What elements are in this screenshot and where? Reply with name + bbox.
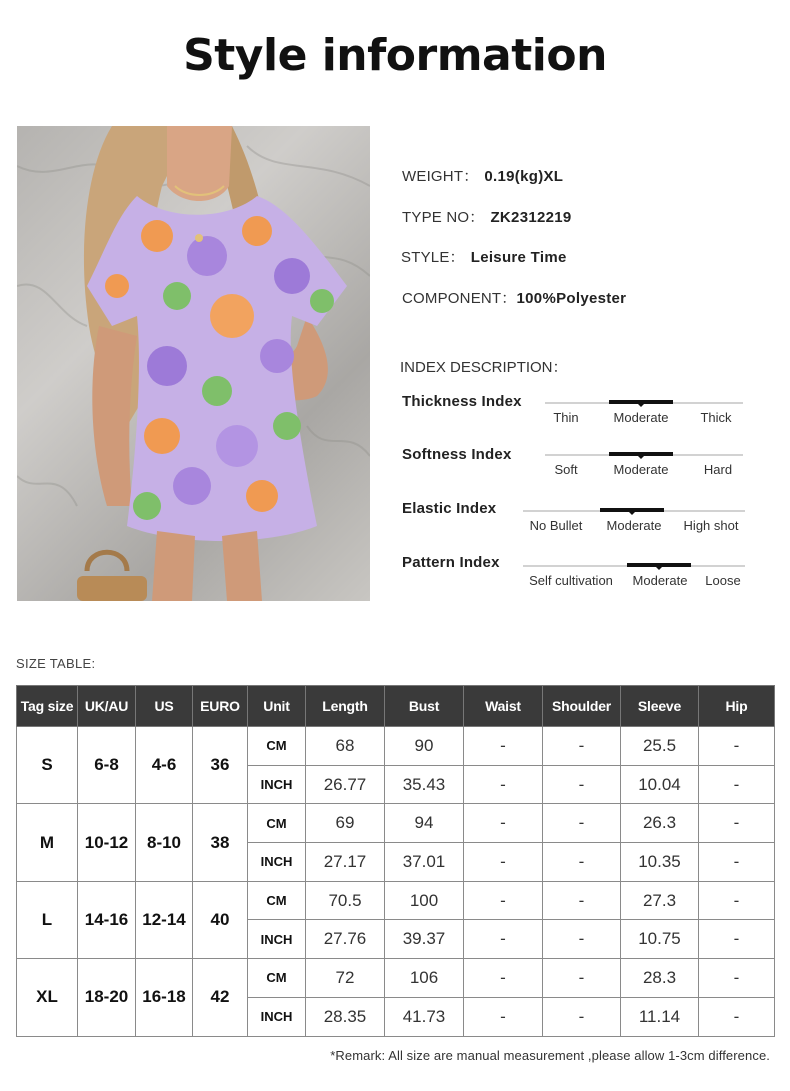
length-cell: 72 <box>306 959 385 998</box>
hip-cell: - <box>699 997 775 1036</box>
euro-cell: 38 <box>193 804 248 881</box>
scale-option: Self cultivation <box>529 573 613 588</box>
hip-cell: - <box>699 959 775 998</box>
scale-option: Moderate <box>613 410 669 425</box>
tag-size-cell: S <box>17 727 78 804</box>
scale-option: Thick <box>700 410 732 425</box>
elastic-index-scale <box>523 508 745 538</box>
uk-au-cell: 18-20 <box>78 959 136 1036</box>
sleeve-cell: 10.35 <box>621 843 699 882</box>
hip-cell: - <box>699 881 775 920</box>
scale-selected-marker <box>600 508 664 512</box>
thickness-index-scale <box>545 400 743 430</box>
type-label: TYPE NO： <box>402 209 485 226</box>
length-cell: 27.76 <box>306 920 385 959</box>
style-value: Leisure Time <box>470 249 567 266</box>
sleeve-cell: 27.3 <box>621 881 699 920</box>
sleeve-cell: 26.3 <box>621 804 699 843</box>
shoulder-cell: - <box>543 997 621 1036</box>
component-label: COMPONENT： <box>402 290 517 307</box>
bust-cell: 41.73 <box>385 997 464 1036</box>
thickness-index-label: Thickness Index <box>402 393 522 410</box>
scale-option: Moderate <box>606 518 662 533</box>
waist-cell: - <box>464 920 543 959</box>
tag-size-cell: L <box>17 881 78 958</box>
length-cell: 69 <box>306 804 385 843</box>
shoulder-cell: - <box>543 727 621 766</box>
bust-cell: 37.01 <box>385 843 464 882</box>
length-cell: 27.17 <box>306 843 385 882</box>
waist-cell: - <box>464 881 543 920</box>
bust-cell: 106 <box>385 959 464 998</box>
column-header: Length <box>306 686 385 727</box>
bust-cell: 90 <box>385 727 464 766</box>
shoulder-cell: - <box>543 920 621 959</box>
unit-cell: CM <box>248 804 306 843</box>
table-row <box>17 959 775 998</box>
hip-cell: - <box>699 727 775 766</box>
table-header-row <box>17 686 775 727</box>
weight-row <box>402 165 563 186</box>
pattern-index-scale <box>523 563 745 593</box>
bust-cell: 35.43 <box>385 765 464 804</box>
bust-cell: 100 <box>385 881 464 920</box>
waist-cell: - <box>464 959 543 998</box>
waist-cell: - <box>464 804 543 843</box>
length-cell: 26.77 <box>306 765 385 804</box>
scale-selected-marker <box>609 400 673 404</box>
size-table-label: SIZE TABLE: <box>16 656 96 671</box>
style-label: STYLE： <box>401 249 465 266</box>
euro-cell: 40 <box>193 881 248 958</box>
softness-index-label: Softness Index <box>402 446 512 463</box>
column-header: US <box>136 686 193 727</box>
waist-cell: - <box>464 997 543 1036</box>
hip-cell: - <box>699 843 775 882</box>
us-cell: 4-6 <box>136 727 193 804</box>
size-table <box>16 685 775 1037</box>
sleeve-cell: 11.14 <box>621 997 699 1036</box>
column-header: Hip <box>699 686 775 727</box>
component-row <box>402 287 626 308</box>
waist-cell: - <box>464 843 543 882</box>
sleeve-cell: 10.04 <box>621 765 699 804</box>
weight-value: 0.19(kg)XL <box>484 168 564 185</box>
tag-size-cell: XL <box>17 959 78 1036</box>
page-title: Style information <box>183 30 607 81</box>
shoulder-cell: - <box>543 765 621 804</box>
column-header: UK/AU <box>78 686 136 727</box>
product-photo <box>17 126 370 601</box>
style-row <box>401 246 567 267</box>
column-header: Shoulder <box>543 686 621 727</box>
tag-size-cell: M <box>17 804 78 881</box>
shoulder-cell: - <box>543 881 621 920</box>
pattern-index-label: Pattern Index <box>402 554 500 571</box>
shoulder-cell: - <box>543 843 621 882</box>
weight-label: WEIGHT： <box>402 168 479 185</box>
column-header: Tag size <box>17 686 78 727</box>
index-heading: INDEX DESCRIPTION： <box>400 359 568 376</box>
type-value: ZK2312219 <box>490 209 572 226</box>
length-cell: 28.35 <box>306 997 385 1036</box>
us-cell: 8-10 <box>136 804 193 881</box>
table-row <box>17 881 775 920</box>
uk-au-cell: 14-16 <box>78 881 136 958</box>
sleeve-cell: 25.5 <box>621 727 699 766</box>
shoulder-cell: - <box>543 959 621 998</box>
unit-cell: CM <box>248 959 306 998</box>
scale-option: No Bullet <box>529 518 583 533</box>
scale-selected-marker <box>609 452 673 456</box>
unit-cell: CM <box>248 727 306 766</box>
column-header: EURO <box>193 686 248 727</box>
hip-cell: - <box>699 920 775 959</box>
uk-au-cell: 6-8 <box>78 727 136 804</box>
euro-cell: 36 <box>193 727 248 804</box>
scale-option: Soft <box>554 462 578 477</box>
remark-note: *Remark: All size are manual measurement ,please allow 1-3cm difference. <box>330 1048 770 1063</box>
uk-au-cell: 10-12 <box>78 804 136 881</box>
unit-cell: INCH <box>248 765 306 804</box>
length-cell: 70.5 <box>306 881 385 920</box>
scale-option: Thin <box>553 410 579 425</box>
euro-cell: 42 <box>193 959 248 1036</box>
shoulder-cell: - <box>543 804 621 843</box>
unit-cell: CM <box>248 881 306 920</box>
column-header: Unit <box>248 686 306 727</box>
scale-option: Loose <box>705 573 741 588</box>
type-row <box>402 206 572 227</box>
table-row <box>17 804 775 843</box>
column-header: Bust <box>385 686 464 727</box>
waist-cell: - <box>464 765 543 804</box>
sleeve-cell: 28.3 <box>621 959 699 998</box>
unit-cell: INCH <box>248 920 306 959</box>
bust-cell: 39.37 <box>385 920 464 959</box>
unit-cell: INCH <box>248 843 306 882</box>
hip-cell: - <box>699 804 775 843</box>
scale-option: Hard <box>703 462 733 477</box>
scale-option: Moderate <box>613 462 669 477</box>
table-row <box>17 727 775 766</box>
sleeve-cell: 10.75 <box>621 920 699 959</box>
us-cell: 16-18 <box>136 959 193 1036</box>
waist-cell: - <box>464 727 543 766</box>
column-header: Waist <box>464 686 543 727</box>
elastic-index-label: Elastic Index <box>402 500 497 517</box>
us-cell: 12-14 <box>136 881 193 958</box>
softness-index-scale <box>545 452 743 482</box>
scale-option: Moderate <box>632 573 688 588</box>
length-cell: 68 <box>306 727 385 766</box>
component-value: 100%Polyester <box>516 290 627 307</box>
column-header: Sleeve <box>621 686 699 727</box>
scale-selected-marker <box>627 563 691 567</box>
unit-cell: INCH <box>248 997 306 1036</box>
hip-cell: - <box>699 765 775 804</box>
scale-option: High shot <box>683 518 739 533</box>
bust-cell: 94 <box>385 804 464 843</box>
